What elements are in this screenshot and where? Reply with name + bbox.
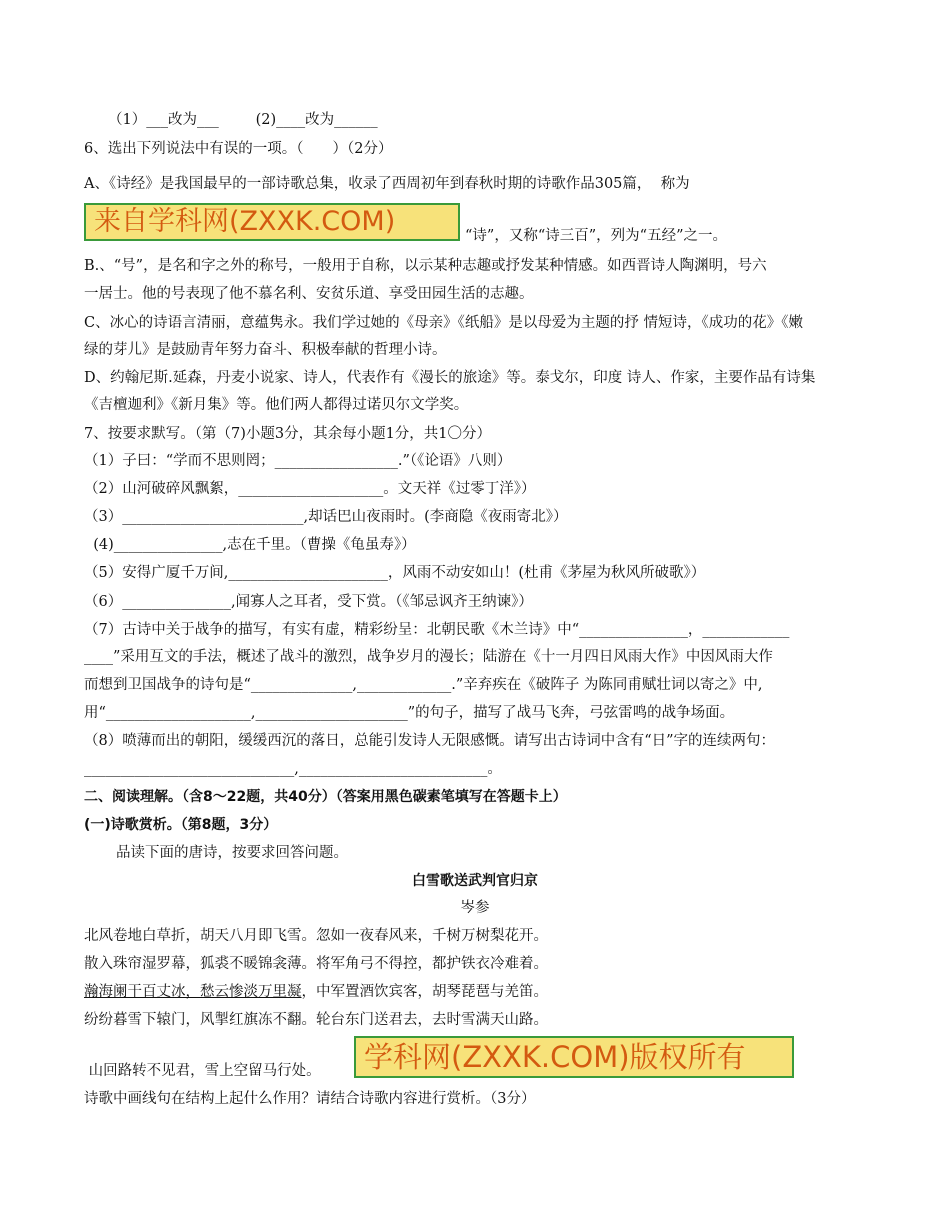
q6-option-d-line2: 《吉檀迦利》《新月集》等。他们两人都得过诺贝尔文学奖。 [84, 397, 469, 413]
poem-line-3 [84, 982, 548, 1002]
q7-item-2: （2）山河破碎风飘絮，____________________。文天祥《过零丁洋》） [84, 481, 536, 497]
poem-author: 岑参 [460, 900, 490, 916]
q7-item-7-line4: 用“____________________,_____________________”的句子，描写了战马飞奔，弓弦雷鸣的战争场面。 [84, 705, 735, 721]
poem-line-1: 北风卷地白草折，胡天八月即飞雪。忽如一夜春风来，千树万树梨花开。 [84, 928, 548, 944]
q6-option-c-line2: 绿的芽儿》是鼓励青年努力奋斗、积极奉献的哲理小诗。 [84, 342, 447, 358]
q6-option-c-line1: C、冰心的诗语言清丽，意蕴隽永。我们学过她的《母亲》《纸船》是以母爱为主题的抒 情短诗，《成功的花》《嫩 [84, 315, 803, 331]
q7-item-4: (4)_______________,志在千里。（曹操《龟虽寿》） [84, 537, 416, 553]
q7-item-8-line1: （8）喷薄而出的朝阳，缓缓西沉的落日，总能引发诗人无限感慨。请写出古诗词中含有“日”字的连续两句： [84, 733, 776, 749]
q7-item-1: （1）子曰：“学而不思则罔；_________________.”（《论语》八则） [84, 453, 512, 469]
q6-option-b-line2: 一居士。他的号表现了他不慕名利、安贫乐道、享受田园生活的志趣。 [84, 286, 534, 302]
q6-option-b-line1: B.、“号”，是名和字之外的称号，一般用于自称，以示某种志趣或抒发某种情感。如西晋诗人陶渊明，号六 [84, 258, 767, 274]
question-8: 诗歌中画线句在结构上起什么作用？请结合诗歌内容进行赏析。（3分） [84, 1091, 536, 1107]
q5-answer-line: （1）___改为___ (2)____改为______ [108, 112, 378, 128]
q7-item-8-line2: _____________________________,__________________________。 [84, 761, 502, 777]
poem-line-2: 散入珠帘湿罗幕，狐裘不暖锦衾薄。将军角弓不得控，都护铁衣冷难着。 [84, 956, 548, 972]
q7-stem: 7、按要求默写。（第（7)小题3分，其余每小题1分，共1〇分） [84, 426, 492, 442]
q7-item-6: （6）_______________,闻寡人之耳者，受下赏。（《邹忌讽齐王纳谏》） [84, 594, 533, 610]
q6-option-d-line1: D、约翰尼斯.延森，丹麦小说家、诗人，代表作有《漫长的旅途》等。泰戈尔，印度 诗人、作家，主要作品有诗集 [84, 370, 816, 386]
section-2-subtitle: (一)诗歌赏析。（第8题，3分） [84, 817, 278, 833]
poem-line-5: 山回路转不见君，雪上空留马行处。 [84, 1063, 321, 1079]
poem-line-3-rest: ，中军置酒饮宾客，胡琴琵琶与羌笛。 [301, 984, 548, 1000]
q7-item-5: （5）安得广厦千万间,______________________，风雨不动安如山！(杜甫《茅屋为秋风所破歌》） [84, 565, 706, 581]
q7-item-3: （3）_________________________,却话巴山夜雨时。(李商隐《夜雨寄北》） [84, 509, 568, 525]
poem-title: 白雪歌送武判官归京 [412, 873, 538, 889]
watermark-bottom: 学科网(ZXXK.COM)版权所有 [354, 1036, 794, 1078]
q7-item-7-line1: （7）古诗中关于战争的描写，有实有虚，精彩纷呈：北朝民歌《木兰诗》中“_______________，____________ [84, 622, 790, 638]
poem-line-4: 纷纷暮雪下辕门，风掣红旗冻不翻。轮台东门送君去，去时雪满天山路。 [84, 1012, 548, 1028]
q6-option-a-line2: “诗”，又称“诗三百”，列为“五经”之一。 [465, 228, 727, 244]
watermark-top: 来自学科网(ZXXK.COM) [84, 203, 460, 241]
poem-underlined-text: 瀚海阑干百丈冰，愁云惨淡万里凝 [84, 984, 302, 1000]
q7-item-7-line3: 而想到卫国战争的诗句是“______________,_____________.”辛弃疾在《破阵子 为陈同甫赋壮词以寄之》中, [84, 677, 763, 693]
section-2-intro: 品读下面的唐诗，按要求回答问题。 [116, 845, 348, 861]
q7-item-7-line2: ____”采用互文的手法，概述了战斗的激烈，战争岁月的漫长；陆游在《十一月四日风雨大作》中因风雨大作 [84, 649, 773, 665]
q6-stem: 6、选出下列说法中有误的一项。（ ）（2分） [84, 141, 393, 157]
q6-option-a-line1: A、《诗经》是我国最早的一部诗歌总集，收录了西周初年到春秋时期的诗歌作品305篇， 称为 [84, 176, 690, 192]
section-2-title: 二、阅读理解。（含8～22题，共40分）（答案用黑色碳素笔填写在答题卡上） [84, 789, 567, 805]
